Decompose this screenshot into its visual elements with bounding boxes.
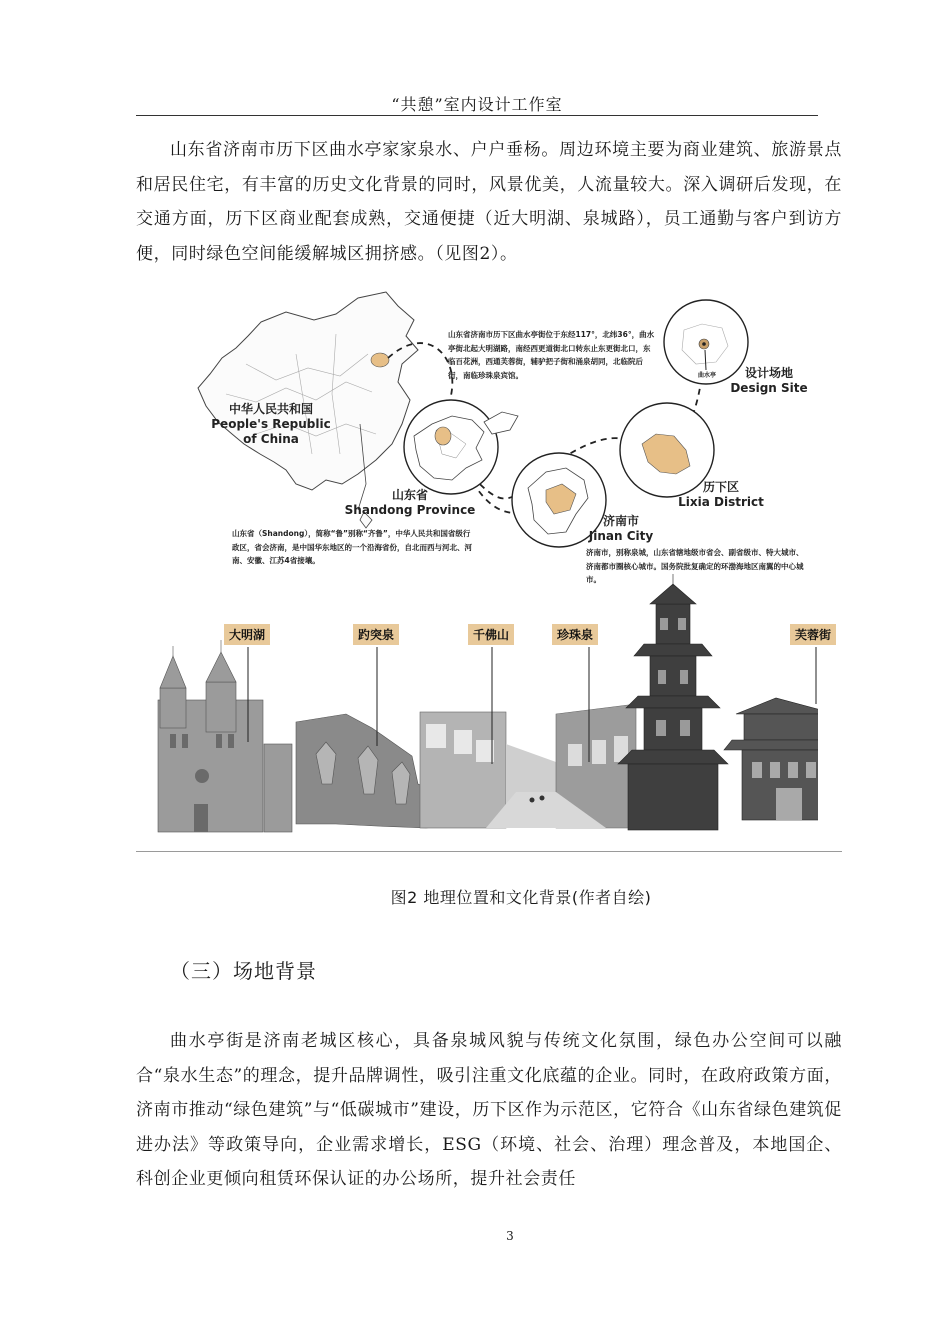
pagoda-illustration — [618, 574, 728, 830]
design-site-label-cn: 设计场地 — [744, 366, 793, 380]
page-header: “共憩”室内设计工作室 — [391, 95, 563, 114]
shandong-label — [330, 488, 490, 518]
body-paragraph-2: 曲水亭街是济南老城区核心，具备泉城风貌与传统文化氛围，绿色办公空间可以融合“泉水生态”的理念，提升品牌调性，吸引注重文化底蕴的企业。同时，在政府政策方面，济南市推动“绿色建筑”与“低碳城市”建设，历下区作为示范区，它符合《山东省绿色建筑促进办法》等政策导向，企业需求增长，ESG（环境、社会、治理）理念普及，本地国企、科创企业更倾向租赁环保认证的办公场所，提升社会责任 — [136, 1031, 842, 1189]
china-label-en-2: of China — [243, 432, 299, 446]
header-rule — [136, 115, 818, 116]
figure-location-culture — [136, 284, 832, 854]
landmark-tag-qianfo-mountain: 千佛山 — [468, 624, 514, 645]
shandong-label-cn: 山东省 — [391, 488, 428, 502]
china-label-cn: 中华人民共和国 — [228, 402, 313, 416]
design-site-label — [724, 366, 814, 396]
traditional-gate-illustration — [724, 698, 818, 820]
page-number: 3 — [506, 1229, 514, 1243]
lixia-label-cn: 历下区 — [702, 480, 739, 494]
lixia-label — [666, 480, 776, 510]
jinan-label-en: Jinan City — [588, 529, 654, 543]
landmark-tag-baotu-spring: 趵突泉 — [353, 624, 399, 645]
china-map — [198, 292, 418, 490]
church-illustration — [158, 640, 292, 832]
figure-caption: 图2 地理位置和文化背景(作者自绘) — [390, 888, 652, 907]
old-street-illustration — [420, 704, 636, 828]
landmark-tag-zhenzhu-spring: 珍珠泉 — [552, 624, 598, 645]
design-site-label-en: Design Site — [730, 381, 808, 395]
section-title: （三）场地背景 — [170, 959, 317, 983]
note-shandong: 山东省（Shandong），简称“鲁”别称“齐鲁”，中华人民共和国省级行政区，省会济南，是中国华东地区的一个沿海省份，自北而西与河北、河南、安徽、江苏4省接壤。 — [232, 529, 472, 565]
shandong-highlight-china — [371, 353, 389, 367]
figure-bottom-rule — [136, 851, 842, 852]
jinan-label-cn: 济南市 — [602, 514, 639, 528]
china-label-en-1: People's Republic — [211, 417, 331, 431]
china-label — [196, 402, 346, 447]
site-marker-label: 曲水亭 — [697, 372, 716, 379]
note-site: 山东省济南市历下区曲水亭街位于东经117°，北纬36°，曲水亭街北起大明湖路，南经西更道街北口转东止东更街北口，东临百花洲，西通芙蓉街，辅驴把子街和涌泉胡同，北临院后街，南临珍珠泉宾馆。 — [448, 330, 655, 380]
landmark-tag-furong-street: 芙蓉街 — [790, 624, 836, 645]
landmark-tag-daming-lake: 大明湖 — [224, 624, 270, 645]
body-paragraph-1: 山东省济南市历下区曲水亭家家泉水、户户垂杨。周边环境主要为商业建筑、旅游景点和居民住宅，有丰富的历史文化背景的同时，风景优美，人流量较大。深入调研后发现，在交通方面，历下区商业配套成熟，交通便捷（近大明湖、泉城路），员工通勤与客户到访方便，同时绿色空间能缓解城区拥挤感。（见图2）。 — [136, 140, 842, 264]
note-jinan: 济南市，别称泉城，山东省辖地级市省会、副省级市、特大城市、济南都市圈核心城市。国务院批复确定的环渤海地区南翼的中心城市。 — [586, 548, 804, 584]
jinan-label — [576, 514, 666, 544]
shandong-label-en: Shandong Province — [344, 503, 476, 517]
lixia-label-en: Lixia District — [678, 495, 764, 509]
